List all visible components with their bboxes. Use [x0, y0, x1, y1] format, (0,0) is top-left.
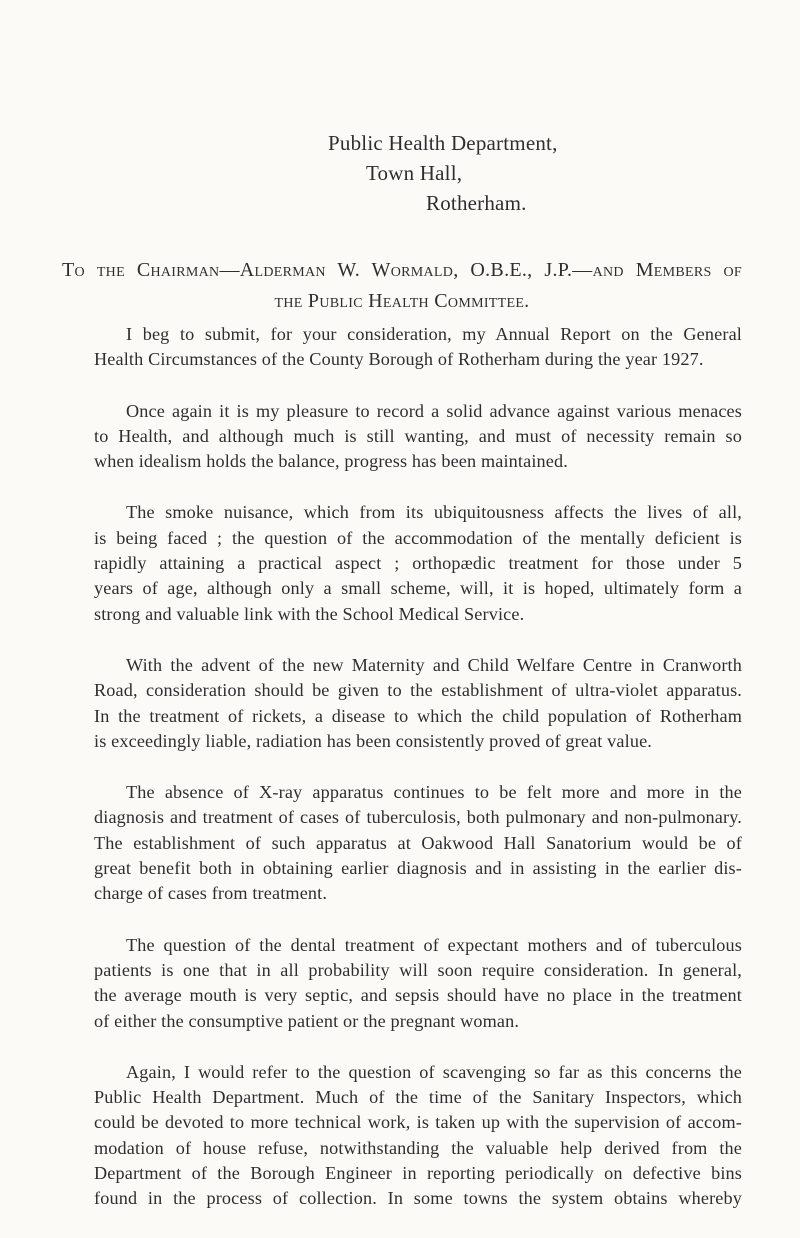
paragraph-line: is being faced ; the question of the accommodation of the mentally deficient is: [94, 527, 742, 548]
paragraph-line: of either the consumptive patient or the pregnant woman.: [94, 1010, 520, 1031]
paragraph-line: The smoke nuisance, which from its ubiquitousness affects the lives of all,: [126, 502, 742, 523]
paragraph: [62, 399, 742, 475]
paragraph-line: Road, consideration should be given to the establishment of ultra-violet apparatus.: [94, 680, 742, 701]
paragraph-line: could be devoted to more technical work, is taken up with the supervision of accom-: [94, 1112, 742, 1133]
paragraph-line: Public Health Department. Much of the time of the Sanitary Inspectors, which: [94, 1087, 742, 1108]
paragraph-line: years of age, although only a small scheme, will, it is hoped, ultimately form a: [94, 578, 742, 599]
paragraph: [62, 500, 742, 626]
paragraph-line: is exceedingly liable, radiation has been consistently proved of great value.: [94, 730, 653, 751]
paragraph-line: modation of house refuse, notwithstanding the valuable help derived from the: [94, 1137, 742, 1158]
paragraph-line: to Health, and although much is still wanting, and must of necessity remain so: [94, 425, 742, 446]
paragraph-line: the average mouth is very septic, and sepsis should have no place in the treatment: [94, 985, 742, 1006]
paragraph: [62, 653, 742, 754]
paragraph-line: Again, I would refer to the question of scavenging so far as this concerns the: [126, 1061, 742, 1082]
paragraph-line: great benefit both in obtaining earlier diagnosis and in assisting in the earlier dis-: [94, 858, 742, 879]
salutation-line: the Public Health Committee.: [274, 290, 530, 312]
paragraph: [62, 322, 742, 373]
paragraph-line: diagnosis and treatment of cases of tuberculosis, both pulmonary and non-pulmonary.: [94, 807, 742, 828]
address-line-department: Public Health Department,: [328, 131, 558, 155]
paragraph: [62, 1060, 742, 1212]
paragraph-line: Health Circumstances of the County Borough of Rotherham during the year 1927.: [94, 349, 704, 370]
paragraph: [62, 780, 742, 906]
paragraph-line: The question of the dental treatment of expectant mothers and of tuberculous: [126, 934, 742, 955]
paragraph-line: patients is one that in all probability will soon require consideration. In general,: [94, 959, 742, 980]
paragraph-line: Department of the Borough Engineer in reporting periodically on defective bins: [94, 1163, 742, 1184]
paragraph-line: when idealism holds the balance, progress has been maintained.: [94, 451, 568, 472]
paragraph-line: In the treatment of rickets, a disease to which the child population of Rotherham: [94, 705, 742, 726]
report-body: [62, 322, 742, 1238]
paragraph-line: charge of cases from treatment.: [94, 883, 328, 904]
salutation-line: To the Chairman—Alderman W. Wormald, O.B.E., J.P.—and Members of: [62, 259, 742, 281]
paragraph-line: The establishment of such apparatus at Oakwood Hall Sanatorium would be of: [94, 832, 742, 853]
paragraph-line: rapidly attaining a practical aspect ; orthopædic treatment for those under 5: [94, 553, 742, 574]
paragraph-line: strong and valuable link with the School Medical Service.: [94, 603, 525, 624]
paragraph: [62, 933, 742, 1034]
paragraph-line: With the advent of the new Maternity and Child Welfare Centre in Cranworth: [126, 654, 742, 675]
paragraph-line: found in the process of collection. In some towns the system obtains whereby: [94, 1188, 742, 1209]
address-line-building: Town Hall,: [366, 161, 463, 185]
paragraph-line: Once again it is my pleasure to record a solid advance against various menaces: [126, 400, 742, 421]
salutation: [62, 255, 742, 317]
address-line-town: Rotherham.: [426, 191, 527, 215]
address-block: [328, 128, 558, 218]
paragraph-line: The absence of X-ray apparatus continues to be felt more and more in the: [126, 782, 742, 803]
paragraph-line: I beg to submit, for your consideration, my Annual Report on the General: [126, 324, 742, 344]
